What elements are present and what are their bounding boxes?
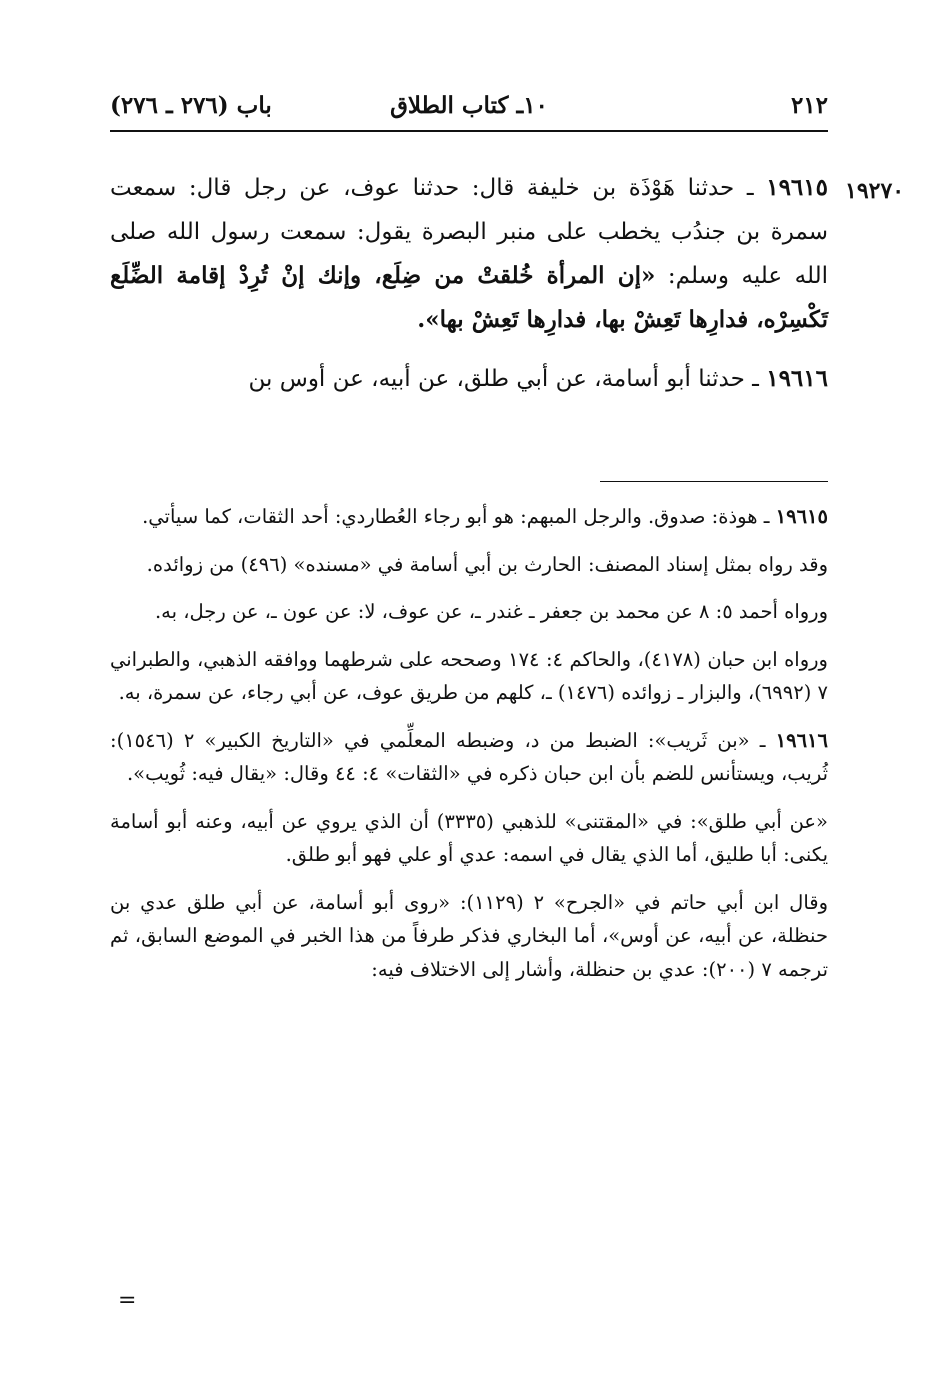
footnote (110, 595, 828, 629)
footnote-text: ـ هوذة: صدوق. والرجل المبهم: هو أبو رجاء العُطاردي: أحد الثقات، كما سيأتي. (142, 505, 776, 528)
footnote-text: «عن أبي طلق»: في «المقتنى» للذهبي (٣٣٣٥) أن الذي يروي عن أبيه، وعنه أبو أسامة يكنى: أبا طليق، أما الذي يقال في اسمه: عدي أو علي فهو أبو طلق. (110, 809, 828, 867)
page-header (110, 88, 828, 128)
footnote (110, 500, 828, 534)
footnote (110, 548, 828, 582)
continuation-mark: = (118, 1288, 137, 1313)
footnote-text: وقد رواه بمثل إسناد المصنف: الحارث بن أبي أسامة في «مسنده» (٤٩٦) من زوائده. (146, 552, 828, 576)
footnote-separator (600, 481, 828, 482)
footnote-text: ورواه أحمد ٥: ٨ عن محمد بن جعفر ـ غندر ـ، عن عوف، لا: عن عون ـ، عن رجل، به. (154, 600, 828, 624)
footnote-text: ورواه ابن حبان (٤١٧٨)، والحاكم ٤: ١٧٤ وصححه على شرطهما ووافقه الذهبي، والطبراني ٧ (٦٩٩٢)، والبزار ـ زوائده (١٤٧٦) ـ، كلهم من طريق عوف، عن أبي رجاء، عن سمرة، به. (110, 647, 828, 705)
hadith-number: ١٩٦١٥ (766, 174, 828, 201)
footnote-number: ١٩٦١٦ (775, 728, 829, 752)
section-title: باب (٢٧٦ ـ ٢٧٦) (110, 92, 272, 119)
header-rule (110, 130, 828, 132)
footnote-number: ١٩٦١٥ (775, 505, 828, 528)
margin-number: ١٩٢٧٠ (845, 178, 905, 204)
footnote-text: وقال ابن أبي حاتم في «الجرح» ٢ (١١٢٩): «روى أبو أسامة، عن أبي طلق عدي بن حنظلة، عن أبيه، عن أوس»، أما البخاري فذكر طرفاً من هذا الخبر في الموضع السابق، ثم ترجمه ٧ (٢٠٠): عدي بن حنظلة، وأشار إلى الاختلاف فيه: (110, 890, 829, 981)
hadith-number: ١٩٦١٦ (766, 364, 828, 392)
hadith-paragraph (110, 166, 828, 343)
page-number: ٢١٢ (790, 92, 828, 119)
hadith-paragraph (110, 357, 828, 401)
hadith-text: ـ حدثنا أبو أسامة، عن أبي طلق، عن أبيه، عن أوس بن (248, 365, 767, 392)
main-text (110, 166, 828, 401)
hadith-matn: «إن المرأة خُلقتْ من ضِلَع، وإنك إنْ تُرِدْ إقامة الضِّلَع تَكْسِرْه، فدارِها تَعِشْ بها، فدارِها تَعِشْ بها». (110, 262, 828, 334)
footnote (110, 805, 828, 872)
footnote-text: ـ «بن ثَريب»: الضبط من د، وضبطه المعلِّمي في «التاريخ الكبير» ٢ (١٥٤٦): ثُريب، ويستأنس للضم بأن ابن حبان ذكره في «الثقات» ٤: ٤٤ وقال: «يقال فيه: ثُويب». (110, 728, 828, 786)
hadith-text: ـ حدثنا هَوْذَة بن خليفة قال: حدثنا عوف، عن رجل قال: سمعت سمرة بن جندُب يخطب على منبر البصرة يقول: سمعت رسول الله صلى الله عليه وسلم: (110, 175, 828, 290)
chapter-title: ١٠ـ كتاب الطلاق (390, 92, 548, 119)
footnotes (110, 500, 828, 986)
footnote (110, 643, 828, 710)
footnote (110, 724, 828, 791)
footnote (110, 886, 828, 987)
